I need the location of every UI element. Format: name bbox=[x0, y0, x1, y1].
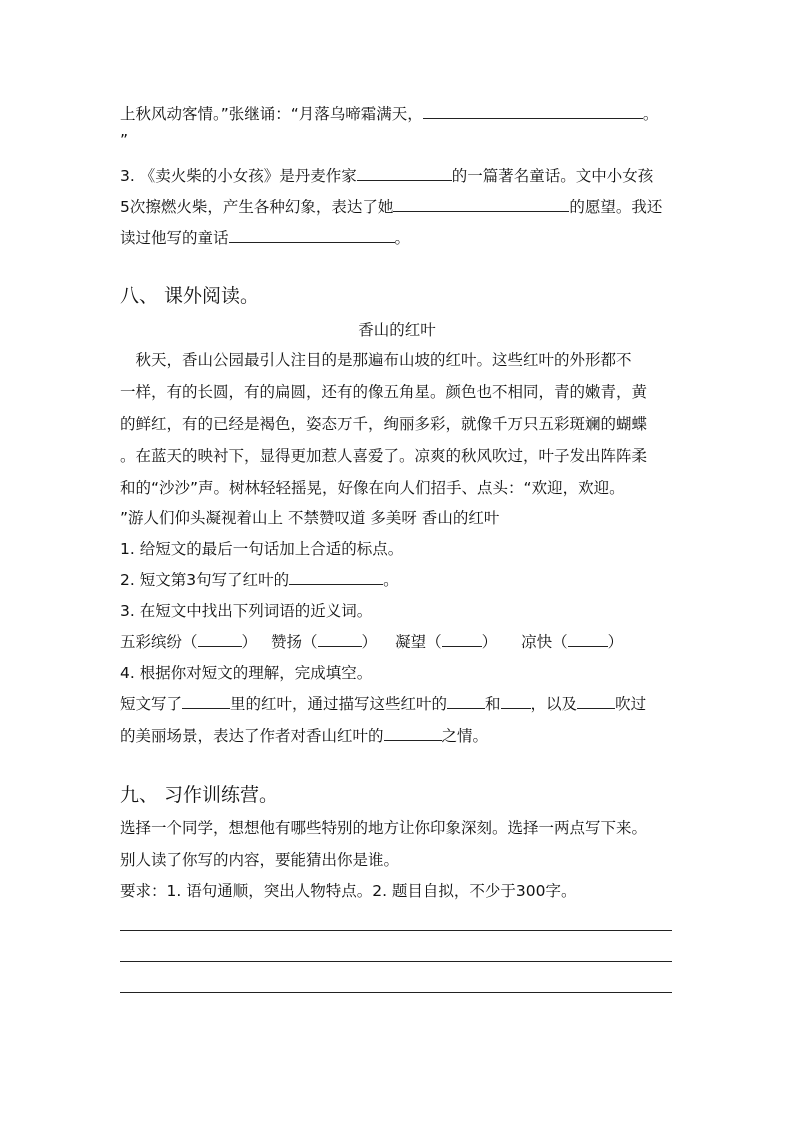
q3-line-3: 读过他写的童话 。 bbox=[120, 229, 411, 247]
section-8-heading: 八、 课外阅读。 bbox=[120, 285, 260, 307]
question-4: 4. 根据你对短文的理解，完成填空。 bbox=[120, 664, 373, 682]
synonym-blank[interactable] bbox=[318, 632, 362, 647]
writing-requirements: 要求：1. 语句通顺，突出人物特点。2. 题目自拟，不少于300字。 bbox=[120, 882, 577, 900]
poem-line-end: ” bbox=[120, 131, 129, 149]
synonym-row bbox=[120, 632, 623, 652]
passage-line: ”游人们仰头凝视着山上 不禁赞叹道 多美呀 香山的红叶 bbox=[120, 509, 500, 527]
question-2: 2. 短文第3句写了红叶的 。 bbox=[120, 571, 399, 589]
synonym-item: 凝望（ ） bbox=[395, 633, 498, 651]
writing-line[interactable] bbox=[120, 930, 672, 931]
writing-line[interactable] bbox=[120, 992, 672, 993]
synonym-blank[interactable] bbox=[198, 632, 242, 647]
wish-blank[interactable] bbox=[393, 197, 569, 212]
q4-blank-color[interactable] bbox=[501, 694, 531, 709]
passage-line: 秋天，香山公园最引人注目的是那遍布山坡的红叶。这些红叶的外形都不 bbox=[120, 351, 632, 369]
q2-blank[interactable] bbox=[289, 570, 383, 585]
q3-line-2: 5次擦燃火柴，产生各种幻象，表达了她 的愿望。我还 bbox=[120, 198, 663, 216]
synonym-item: 五彩缤纷（ ） bbox=[120, 633, 258, 651]
q4-blank-feeling[interactable] bbox=[384, 726, 442, 741]
synonym-item: 凉快（ ） bbox=[521, 633, 624, 651]
q4-blank-shape[interactable] bbox=[447, 694, 485, 709]
passage-title: 香山的红叶 bbox=[358, 321, 436, 339]
poem-blank[interactable] bbox=[423, 104, 643, 119]
synonym-blank[interactable] bbox=[442, 632, 482, 647]
passage-line: 和的“沙沙”声。树林轻轻摇晃，好像在向人们招手、点头：“欢迎，欢迎。 bbox=[120, 479, 625, 497]
q4-line-1: 短文写了 里的红叶，通过描写这些红叶的 和 ，以及 吹过 bbox=[120, 695, 647, 713]
question-3: 3. 在短文中找出下列词语的近义词。 bbox=[120, 602, 373, 620]
q4-line-2: 的美丽场景，表达了作者对香山红叶的 之情。 bbox=[120, 727, 489, 745]
story-blank[interactable] bbox=[229, 228, 395, 243]
question-1: 1. 给短文的最后一句话加上合适的标点。 bbox=[120, 540, 404, 558]
passage-line: 。在蓝天的映衬下，显得更加惹人喜爱了。凉爽的秋风吹过，叶子发出阵阵柔 bbox=[120, 447, 648, 465]
author-blank[interactable] bbox=[357, 166, 452, 181]
synonym-blank[interactable] bbox=[568, 632, 608, 647]
writing-prompt-2: 别人读了你写的内容，要能猜出你是谁。 bbox=[120, 851, 400, 869]
q4-blank-wind[interactable] bbox=[577, 694, 615, 709]
poem-line: 上秋风动客情。”张继诵：“月落乌啼霜满天， 。 bbox=[120, 105, 659, 123]
q4-blank-place[interactable] bbox=[182, 694, 230, 709]
section-9-heading: 九、 习作训练营。 bbox=[120, 784, 279, 806]
q3-line-1: 3. 《卖火柴的小女孩》是丹麦作家 的一篇著名童话。文中小女孩 bbox=[120, 167, 654, 185]
writing-prompt-1: 选择一个同学，想想他有哪些特别的地方让你印象深刻。选择一两点写下来。 bbox=[120, 819, 648, 837]
passage-line: 一样，有的长圆，有的扁圆，还有的像五角星。颜色也不相同，青的嫩青，黄 bbox=[120, 383, 648, 401]
passage-line: 的鲜红，有的已经是褐色，姿态万千，绚丽多彩，就像千万只五彩斑斓的蝴蝶 bbox=[120, 415, 648, 433]
writing-line[interactable] bbox=[120, 961, 672, 962]
synonym-item: 赞扬（ ） bbox=[271, 633, 378, 651]
